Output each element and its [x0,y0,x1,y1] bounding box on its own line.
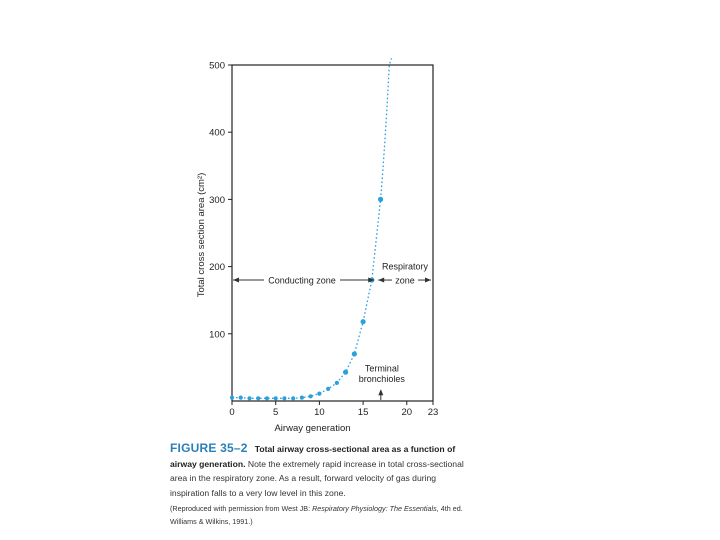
credit-prefix: (Reproduced with permission from West JB: [170,504,313,513]
data-point [274,396,278,400]
caption-body: Note the extremely rapid increase in total cross-sectional area in the respiratory zone. As a result, forward velocity of gas during inspiration falls to a very low level in this zone. [170,458,464,498]
data-point [378,197,383,202]
x-tick-label: 15 [357,407,369,418]
data-point [256,396,260,400]
y-tick-label: 500 [209,60,225,72]
data-point [265,396,269,400]
x-tick-label: 0 [229,407,235,418]
respiratory-zone-label-1: Respiratory [381,261,429,272]
x-tick-label: 10 [314,407,325,418]
data-point [239,396,243,400]
fit-curve [232,58,391,398]
x-tick-label: 23 [427,407,439,418]
caption-heading: Total airway cross-sectional area as a function of airway generation. [170,444,456,469]
data-point [282,396,286,400]
arrow-head [378,278,384,283]
x-tick-label: 5 [273,407,279,418]
plot-frame [232,65,433,401]
data-point [317,392,321,396]
terminal-label-2: bronchioles [358,374,405,385]
arrow-head [425,278,431,283]
arrow-head [233,278,239,283]
respiratory-zone-label-2: zone [395,275,415,286]
y-tick-label: 200 [209,262,225,274]
caption-credit [170,502,470,528]
data-point [326,387,330,391]
figure-caption [170,441,470,528]
y-tick-label: 100 [209,329,225,341]
conducting-zone-label: Conducting zone [268,275,336,286]
credit-suffix: 4th ed. Williams & Wilkins, 1991.) [170,504,463,526]
figure-label: FIGURE 35–2 [170,441,248,455]
data-point [343,370,348,375]
data-point [360,319,365,324]
data-point [230,396,234,400]
data-point [300,396,304,400]
x-axis-title: Airway generation [274,423,351,434]
data-point [309,394,313,398]
terminal-label-1: Terminal [364,363,399,374]
arrow-head [378,389,383,395]
credit-title: Respiratory Physiology: The Essentials, [312,504,439,513]
y-tick-label: 300 [209,194,225,206]
data-point [247,396,251,400]
data-point [291,396,295,400]
data-point [335,381,339,385]
y-axis-title: Total cross section area (cm²) [196,172,207,298]
y-tick-label: 400 [209,127,225,139]
data-point [352,351,357,356]
x-tick-label: 20 [401,407,413,418]
